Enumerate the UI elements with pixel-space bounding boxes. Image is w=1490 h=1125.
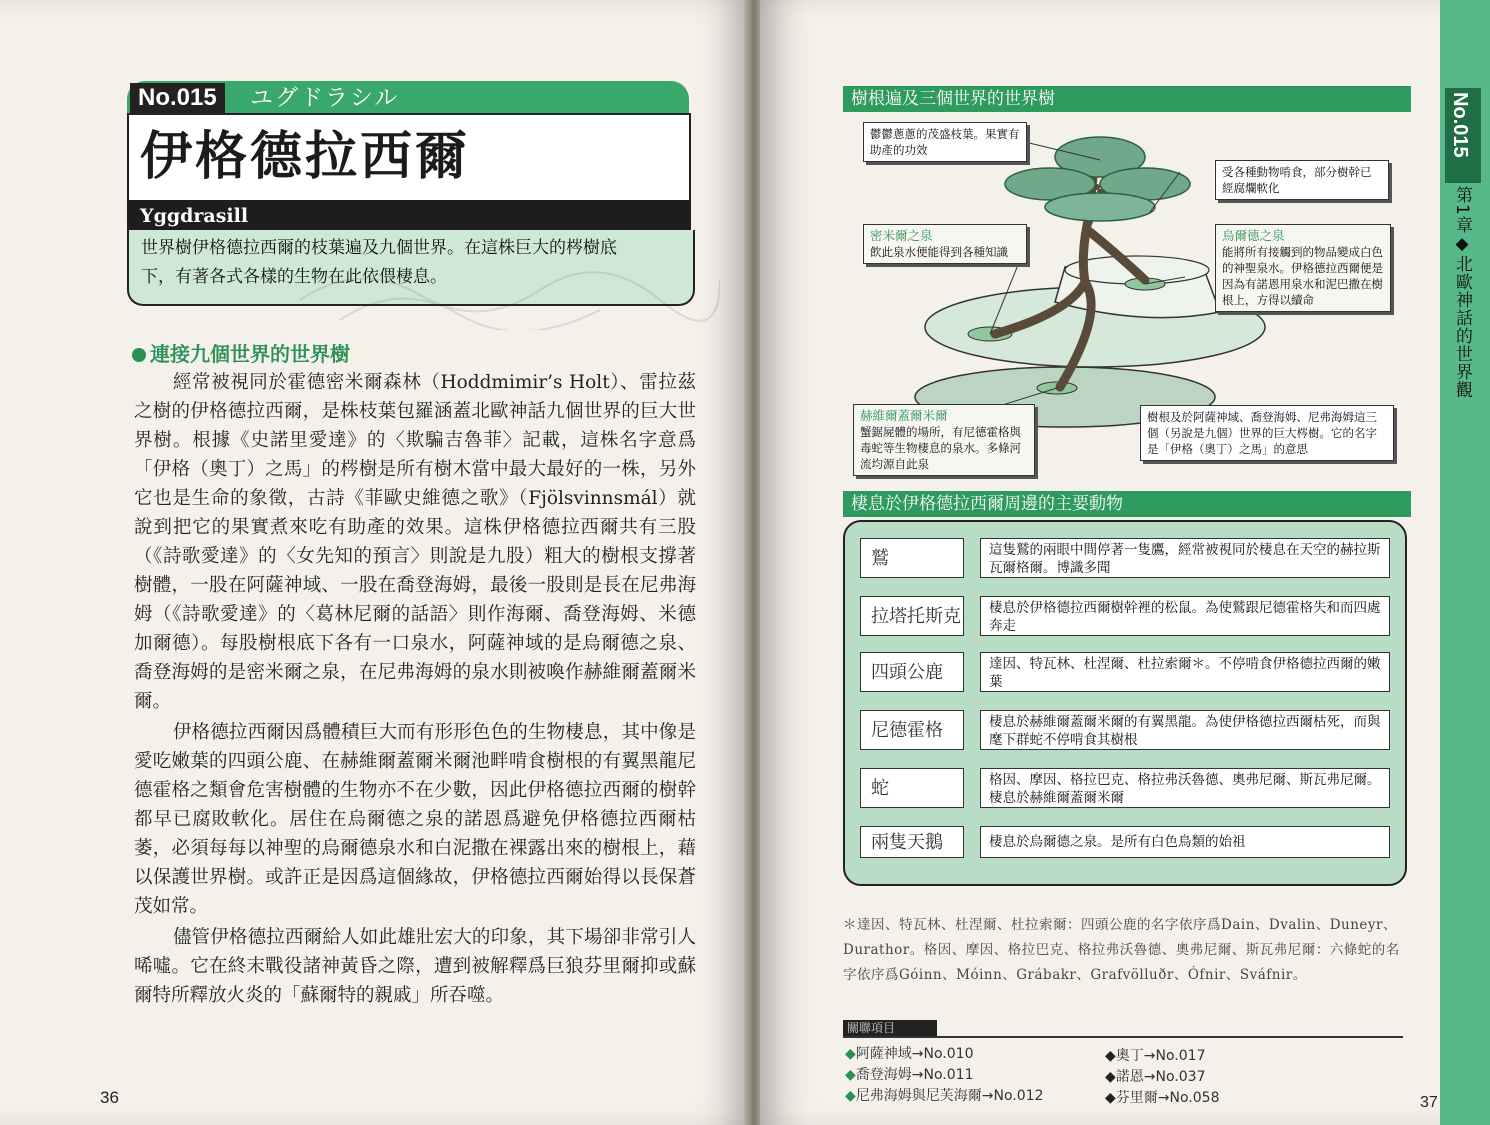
side-chapter-label: 第1章◆北歐神話的世界觀 — [1452, 186, 1472, 399]
table-row — [860, 538, 1390, 578]
animal-name: 蛇 — [860, 768, 964, 808]
related-link[interactable]: ◆阿薩神域→No.010 — [845, 1046, 974, 1062]
animal-desc: 這隻鷲的兩眼中間停著一隻鷹，經常被視同於棲息在天空的赫拉斯瓦爾格爾。博識多聞 — [980, 538, 1390, 578]
hvergelmir-text: 蟹鋸屍體的場所，有尼德霍格與毒蛇等生物棲息的泉水。多條河流均源自此泉 — [860, 425, 1021, 471]
animal-desc: 棲息於烏爾德之泉。是所有白色鳥類的始祖 — [980, 826, 1390, 858]
section-heading: 連接九個世界的世界樹 — [132, 340, 350, 368]
related-link[interactable]: ◆芬里爾→No.058 — [1105, 1090, 1220, 1106]
animal-name: 四頭公鹿 — [860, 652, 964, 692]
callout-roots: 樹根及於阿薩神域、喬登海姆、尼弗海姆這三個（另說是九個）世界的巨大梣樹。它的名字是「伊格（奧丁）之馬」的意思 — [1140, 405, 1394, 461]
entry-number-badge: No.015 — [130, 83, 225, 113]
page-number-right: 37 — [1420, 1094, 1438, 1111]
animal-desc: 棲息於赫維爾蓋爾米爾的有翼黑龍。為使伊格德拉西爾枯死，而與麾下群蛇不停啃食其樹根 — [980, 710, 1390, 750]
body-text — [134, 368, 696, 1012]
bullet-dot-icon — [132, 348, 146, 362]
related-list-left — [845, 1044, 1043, 1107]
urd-well-text: 能將所有接觸到的物品變成白色的神聖泉水。伊格德拉西爾便是因為有諾恩用泉水和泥巴撒在樹根上，方得以續命 — [1222, 245, 1383, 307]
paragraph-2: 伊格德拉西爾因爲體積巨大而有形形色色的生物棲息，其中像是愛吃嫩葉的四頭公鹿、在赫維爾蓋爾米爾池畔啃食樹根的有翼黑龍尼德霍格之類會危害樹體的生物亦不在少數，因此伊格德拉西爾的樹幹都早已腐敗軟化。居住在烏爾德之泉的諾恩爲避免伊格德拉西爾枯萎，必須每每以神聖的烏爾德泉水和白泥撒在裸露出來的樹根上，藉以保護世界樹。或許正是因爲這個緣故，伊格德拉西爾始得以長保蒼茂如常。 — [134, 722, 696, 917]
paragraph-3: 儘管伊格德拉西爾給人如此雄壯宏大的印象，其下場卻非常引人唏噓。它在終末戰役諸神黃昏之際，遭到被解釋爲巨狼芬里爾抑或蘇爾特所釋放火炎的「蘇爾特的親戚」所吞噬。 — [134, 927, 696, 1006]
right-page — [760, 0, 1490, 1125]
tree-section-bar: 樹根遍及三個世界的世界樹 — [843, 86, 1411, 112]
related-items-bar — [843, 1020, 1403, 1038]
animal-desc: 棲息於伊格德拉西爾樹幹裡的松鼠。為使鷲跟尼德霍格失和而四處奔走 — [980, 596, 1390, 636]
animals-section-bar: 棲息於伊格德拉西爾周邊的主要動物 — [843, 491, 1411, 517]
diamond-icon: ◆ — [1105, 1069, 1116, 1085]
related-list-right — [1105, 1046, 1219, 1109]
animal-desc: 達因、特瓦林、杜涅爾、杜拉索爾＊。不停啃食伊格德拉西爾的嫩葉 — [980, 652, 1390, 692]
diamond-icon: ◆ — [1105, 1090, 1116, 1106]
page-number-left: 36 — [100, 1088, 119, 1107]
background-illustration — [300, 240, 720, 330]
table-row — [860, 652, 1390, 692]
callout-mimir-well — [863, 224, 1027, 264]
callout-foliage: 鬱鬱蔥蔥的茂盛枝葉。果實有助產的功效 — [863, 122, 1027, 162]
animal-name: 鷲 — [860, 538, 964, 578]
related-link[interactable]: ◆尼弗海姆與尼芙海爾→No.012 — [845, 1088, 1044, 1104]
callout-urd-well — [1215, 224, 1391, 312]
callout-hvergelmir — [853, 404, 1035, 476]
diamond-icon: ◆ — [845, 1046, 856, 1062]
hvergelmir-title: 赫維爾蓋爾米爾 — [860, 408, 948, 423]
animal-name: 尼德霍格 — [860, 710, 964, 750]
diamond-icon: ◆ — [845, 1067, 856, 1083]
world-tree-diagram — [845, 112, 1405, 482]
diamond-icon: ◆ — [1105, 1048, 1116, 1064]
urd-well-title: 烏爾德之泉 — [1222, 228, 1285, 243]
mimir-well-title: 密米爾之泉 — [870, 228, 933, 243]
table-row — [860, 596, 1390, 636]
footnote: ＊達因、特瓦林、杜涅爾、杜拉索爾：四頭公鹿的名字依序爲Dain、Dvalin、Duneyr、Durathor。格因、摩因、格拉巴克、格拉弗沃魯德、奧弗尼爾、斯瓦弗尼爾：六條蛇的名字依序爲Góinn、Móinn、Grábakr、Grafvölluðr、Ófnir、Sváfnir。 — [843, 917, 1400, 983]
related-link[interactable]: ◆諾恩→No.037 — [1105, 1069, 1206, 1085]
side-entry-number: No.015 — [1449, 92, 1471, 158]
diamond-icon: ◆ — [845, 1088, 856, 1104]
related-items-label: 關聯項目 — [843, 1020, 937, 1036]
page-title: 伊格德拉西爾 — [140, 127, 471, 187]
table-row — [860, 768, 1390, 808]
related-link[interactable]: ◆喬登海姆→No.011 — [845, 1067, 974, 1083]
animal-name: 拉塔托斯克 — [860, 596, 964, 636]
mimir-well-text: 飲此泉水便能得到各種知識 — [870, 245, 1008, 259]
paragraph-1: 經常被視同於霍德密米爾森林（Hoddmimir’s Holt）、雷拉茲之樹的伊格德拉西爾，是株枝葉包羅涵蓋北歐神話九個世界的巨大世界樹。根據《史諾里愛達》的〈欺騙吉魯菲〉記載，這株名字意爲「伊格（奧丁）之馬」的梣樹是所有樹木當中最大最好的一株，另外它也是生命的象徵，古詩《菲歐史維德之歌》（Fjölsvinnsmál）就說到把它的果實煮來吃有助產的效果。這株伊格德拉西爾共有三股（《詩歌愛達》的〈女先知的預言〉則說是九股）粗大的樹根支撐著樹體，一股在阿薩神域、一股在喬登海姆，最後一股則是長在尼弗海姆（《詩歌愛達》的〈葛林尼爾的話語〉則作海爾、喬登海姆、米德加爾德）。每股樹根底下各有一口泉水，阿薩神域的是烏爾德之泉、喬登海姆的是密米爾之泉，在尼弗海姆的泉水則被喚作赫維爾蓋爾米爾。 — [134, 372, 696, 712]
callout-decay: 受各種動物啃食，部分樹幹已經腐爛軟化 — [1215, 160, 1389, 200]
table-row — [860, 826, 1390, 858]
english-title: Yggdrasill — [140, 205, 249, 227]
katakana-title: ユグドラシル — [250, 85, 400, 111]
related-link[interactable]: ◆奧丁→No.017 — [1105, 1048, 1206, 1064]
table-row — [860, 710, 1390, 750]
intro-line-1: 世界樹伊格德拉西爾的枝葉遍及九個世界。在這株巨大的梣樹底 — [141, 238, 617, 258]
animal-desc: 格因、摩因、格拉巴克、格拉弗沃魯德、奧弗尼爾、斯瓦弗尼爾。棲息於赫維爾蓋爾米爾 — [980, 768, 1390, 808]
intro-line-2: 下，有著各式各樣的生物在此依偎棲息。 — [141, 267, 447, 287]
animal-name: 兩隻天鵝 — [860, 826, 964, 858]
animals-table — [843, 520, 1407, 886]
